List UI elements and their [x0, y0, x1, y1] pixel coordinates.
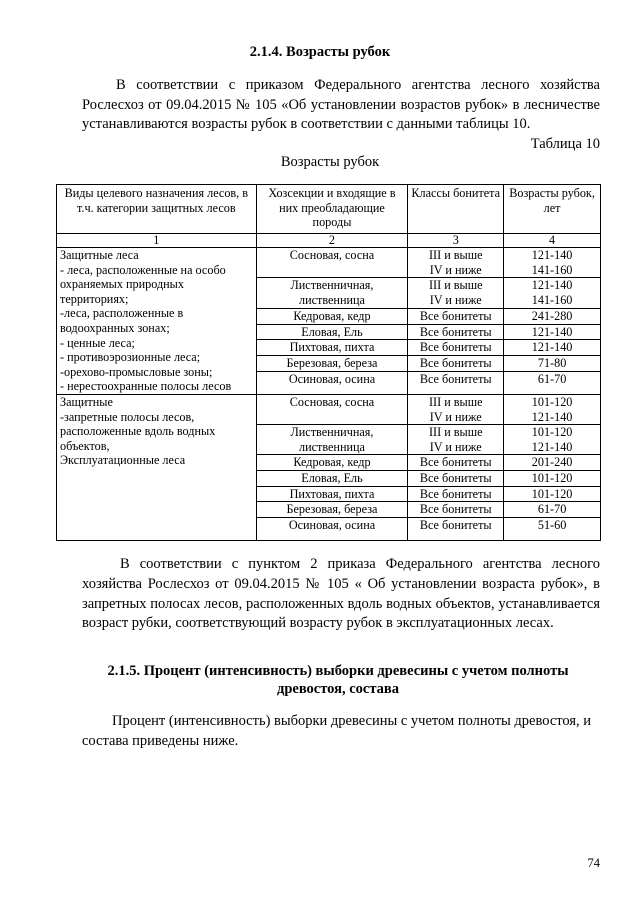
bonitet-cell: Все бонитеты [408, 455, 504, 471]
section-cell: Сосновая, сосна [256, 248, 408, 278]
age-cell: 101-120 [504, 486, 601, 502]
category-cell: Защитные леса - леса, расположенные на особо охраняемых природных территориях; -леса, расположенные в водоохранных зонах; - ценные леса; - противоэрозионные леса; -орехово-промысловые зоны; - нерестоохранные полосы лесов [57, 248, 257, 395]
age-cell: 121-140 [504, 340, 601, 356]
paragraph-selection [82, 712, 600, 751]
section-cell: Кедровая, кедр [256, 308, 408, 324]
header-bonitet: Классы бонитета [408, 185, 504, 234]
section-heading-2-1-5: 2.1.5. Процент (интенсивность) выборки древесины с учетом полноты древостоя, состава [107, 663, 569, 697]
column-number: 1 [57, 234, 257, 248]
header-purpose: Виды целевого назначения лесов, в т.ч. категории защитных лесов [57, 185, 257, 234]
paragraph-after-table [82, 555, 600, 634]
table-row [57, 394, 601, 424]
age-cell: 71-80 [504, 356, 601, 372]
category-cell: Защитные -запретные полосы лесов, расположенные вдоль водных объектов, Эксплуатационные леса [57, 394, 257, 540]
bonitet-cell: Все бонитеты [408, 371, 504, 394]
age-cell: 121-140 141-160 [504, 248, 601, 278]
section-cell: Кедровая, кедр [256, 455, 408, 471]
section-cell: Пихтовая, пихта [256, 486, 408, 502]
bonitet-cell: Все бонитеты [408, 502, 504, 518]
bonitet-cell: III и выше IV и ниже [408, 248, 504, 278]
bonitet-cell: Все бонитеты [408, 356, 504, 372]
age-cell: 51-60 [504, 517, 601, 540]
table-column-numbers-row [57, 234, 601, 248]
bonitet-cell: Все бонитеты [408, 486, 504, 502]
cutting-age-table [56, 184, 601, 541]
table-label: Таблица 10 [530, 136, 600, 152]
age-cell: 101-120 [504, 470, 601, 486]
table-header-row [57, 185, 601, 234]
section-cell: Сосновая, сосна [256, 394, 408, 424]
column-number: 4 [504, 234, 601, 248]
age-cell: 61-70 [504, 371, 601, 394]
bonitet-cell: Все бонитеты [408, 470, 504, 486]
section-cell: Березовая, береза [256, 502, 408, 518]
age-cell: 241-280 [504, 308, 601, 324]
section-heading-2-1-4: 2.1.4. Возрасты рубок [249, 44, 391, 60]
header-age: Возрасты рубок, лет [504, 185, 601, 234]
age-cell: 101-120 121-140 [504, 394, 601, 424]
age-cell: 61-70 [504, 502, 601, 518]
section-cell: Березовая, береза [256, 356, 408, 372]
header-section: Хозсекции и входящие в них преобладающие породы [256, 185, 408, 234]
age-cell: 121-140 [504, 324, 601, 340]
section-cell: Лиственничная, лиственница [256, 278, 408, 308]
bonitet-cell: Все бонитеты [408, 517, 504, 540]
section-cell: Еловая, Ель [256, 470, 408, 486]
section-cell: Еловая, Ель [256, 324, 408, 340]
age-cell: 101-120 121-140 [504, 425, 601, 455]
section-cell: Пихтовая, пихта [256, 340, 408, 356]
bonitet-cell: III и выше IV и ниже [408, 425, 504, 455]
table-title: Возрасты рубок [280, 154, 380, 170]
paragraph-intro-text: В соответствии с приказом Федерального агентства лесного хозяйства Рослесхоз от 09.04.2015 № 105 «Об установлении возрастов рубок» в лесничестве устанавливаются возрасты рубок в соответствии с данными таблицы 10. [82, 77, 600, 132]
section-cell: Лиственничная, лиственница [256, 425, 408, 455]
table-row [57, 248, 601, 278]
paragraph-intro [82, 76, 600, 135]
paragraph-after-table-text: В соответствии с пунктом 2 приказа Федерального агентства лесного хозяйства Рослесхоз от 09.04.2015 № 105 « Об установлении возраста рубок», в запретных полосах лесов, расположенных вдоль водных объектов, устанавливается возраст рубки, соответствующий возрасту рубок в эксплуатационных лесах. [82, 556, 600, 632]
bonitet-cell: Все бонитеты [408, 340, 504, 356]
page-number: 74 [587, 856, 600, 870]
bonitet-cell: Все бонитеты [408, 308, 504, 324]
paragraph-selection-text: Процент (интенсивность) выборки древесины с учетом полноты древостоя, и состава приведены ниже. [82, 713, 592, 749]
bonitet-cell: Все бонитеты [408, 324, 504, 340]
section-cell: Осиновая, осина [256, 371, 408, 394]
column-number: 2 [256, 234, 408, 248]
section-cell: Осиновая, осина [256, 517, 408, 540]
bonitet-cell: III и выше IV и ниже [408, 278, 504, 308]
age-cell: 121-140 141-160 [504, 278, 601, 308]
bonitet-cell: III и выше IV и ниже [408, 394, 504, 424]
column-number: 3 [408, 234, 504, 248]
age-cell: 201-240 [504, 455, 601, 471]
